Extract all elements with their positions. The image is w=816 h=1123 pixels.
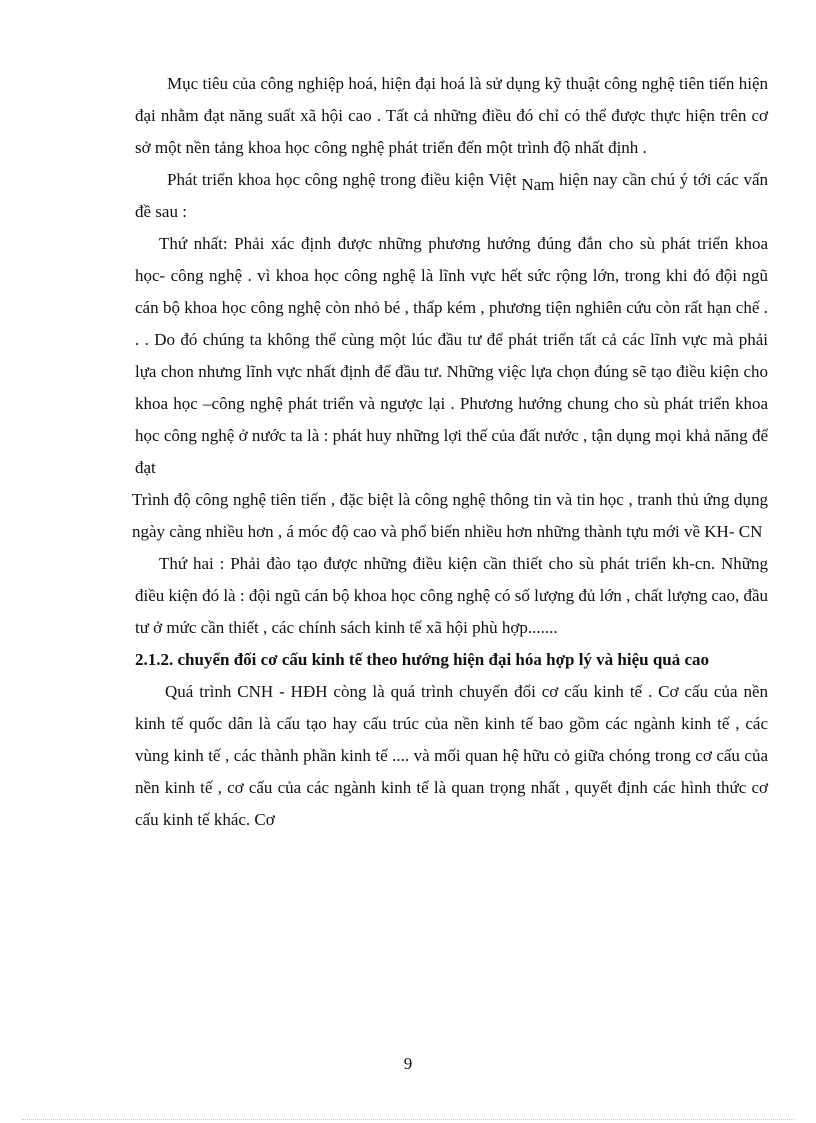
paragraph-text-part: hiện nay cần chú ý tới các vấn đề sau : bbox=[135, 170, 768, 221]
paragraph-science-development bbox=[135, 164, 768, 228]
page-body bbox=[132, 68, 768, 836]
paragraph-first-point: Thứ nhất: Phải xác định được những phương hướng đúng đắn cho sù phát triển khoa học- công nghệ . vì khoa học công nghệ là lĩnh vực hết sức rộng lớn, trong khi đó đội ngũ cán bộ khoa học công nghệ còn nhỏ bé , thấp kém , phương tiện nghiên cứu còn rất hạn chế . . . Do đó chúng ta không thể cùng một lúc đầu tư để phát triển tất cả các lĩnh vực mà phải lựa chon nhưng lĩnh vực nhất định để đầu tư. Những việc lựa chọn đúng sẽ tạo điều kiện cho khoa học –công nghệ phát triển và ngược lại . Phương hướng chung cho sù phát triển khoa học công nghệ ở nước ta là : phát huy những lợi thế của đất nước , tận dụng mọi khả năng để đạt bbox=[135, 234, 768, 477]
paragraph-economic-restructuring: Quá trình CNH - HĐH còng là quá trình chuyển đổi cơ cấu kinh tế . Cơ cấu của nền kinh tế quốc dân là cấu tạo hay cấu trúc của nền kinh tế bao gồm các ngành kinh tế , các vùng kinh tế , các thành phần kinh tế .... và mối quan hệ hữu cỏ giữa chóng trong cơ cấu của nền kinh tế , cơ cấu của các ngành kinh tế là quan trọng nhất , quyết định các hình thức cơ cấu kinh tế khác. Cơ bbox=[135, 682, 768, 829]
paragraph-second-point: Thứ hai : Phải đào tạo được những điều kiện cần thiết cho sù phát triển kh-cn. Những điều kiện đó là : đội ngũ cán bộ khoa học công nghệ có số lượng đủ lớn , chất lượng cao, đầu tư ở mức cần thiết , các chính sách kinh tế xã hội phù hợp....... bbox=[135, 554, 768, 637]
page-bottom-divider bbox=[22, 1119, 794, 1120]
paragraph-text-subscript: Nam bbox=[521, 175, 555, 194]
section-heading: 2.1.2. chuyển đổi cơ cấu kinh tế theo hướng hiện đại hóa hợp lý và hiệu quả cao bbox=[135, 650, 710, 669]
paragraph-technology-level: Trình độ công nghệ tiên tiến , đặc biệt là công nghệ thông tin và tin học , tranh thủ ứng dụng ngày càng nhiều hơn , á móc độ cao và phổ biến nhiều hơn những thành tựu mới về KH- CN bbox=[132, 490, 768, 541]
paragraph-industrialization-goal: Mục tiêu của công nghiệp hoá, hiện đại hoá là sử dụng kỹ thuật công nghệ tiên tiến hiện đại nhằm đạt năng suất xã hội cao . Tất cả những điều đó chỉ có thể được thực hiện trên cơ sở một nền tảng khoa học công nghệ phát triển đến một trình độ nhất định . bbox=[135, 74, 768, 157]
paragraph-text-part: Phát triển khoa học công nghệ trong điều kiện Việt bbox=[167, 170, 522, 189]
page-number: 9 bbox=[403, 1054, 413, 1073]
